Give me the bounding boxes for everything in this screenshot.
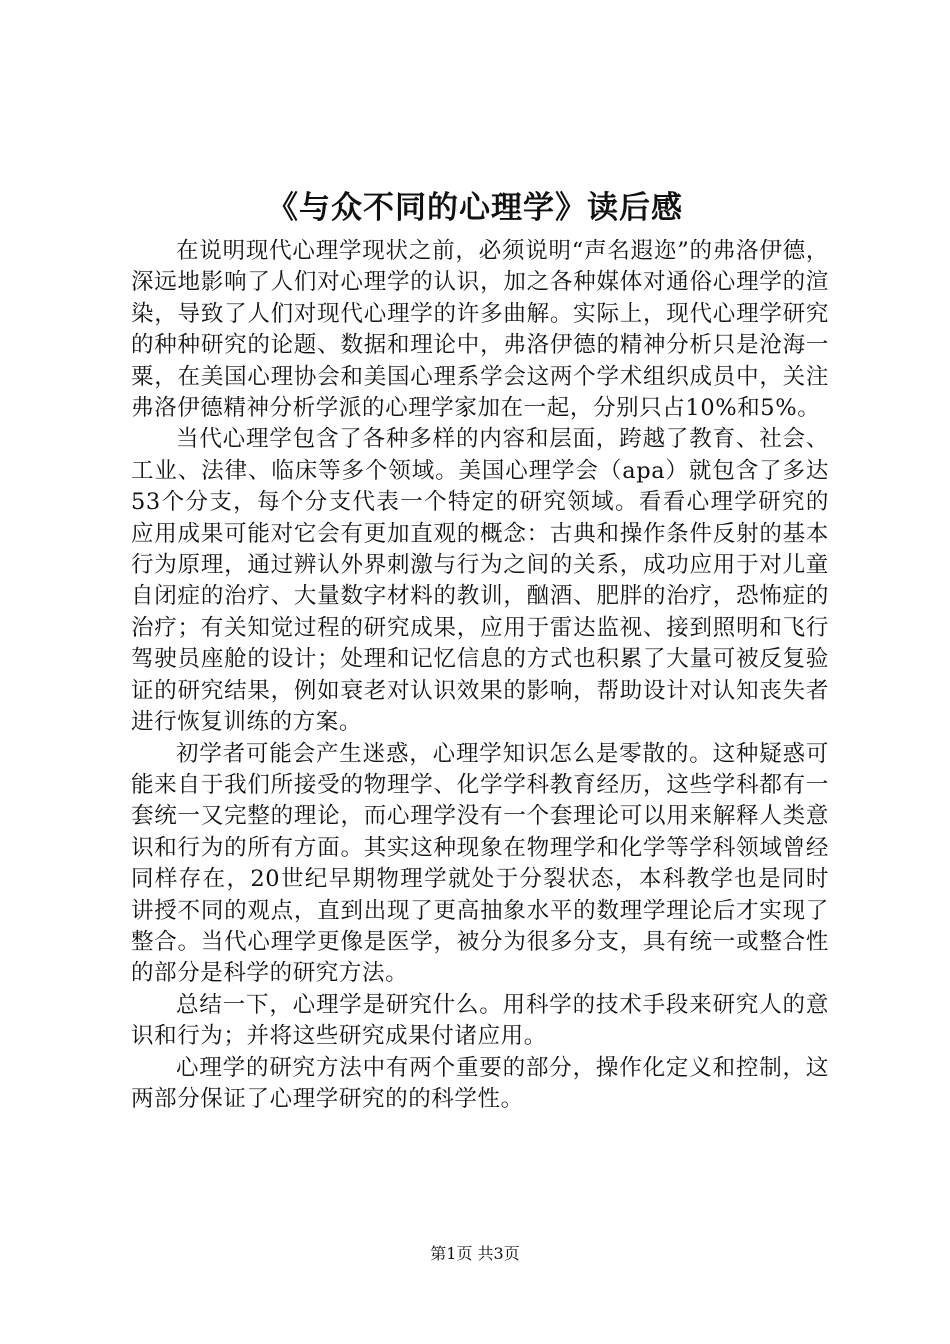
paragraph-3: 初学者可能会产生迷惑，心理学知识怎么是零散的。这种疑惑可能来自于我们所接受的物理学、化学学科教育经历，这些学科都有一套统一又完整的理论，而心理学没有一个套理论可以用来解释人类意识和行为的所有方面。其实这种现象在物理学和化学等学科领域曾经同样存在，20世纪早期物理学就处于分裂状态，本科教学也是同时讲授不同的观点，直到出现了更高抽象水平的数理学理论后才实现了整合。当代心理学更像是医学，被分为很多分支，具有统一或整合性的部分是科学的研究方法。 [131,740,829,987]
paragraph-1: 在说明现代心理学现状之前，必须说明“声名遐迩”的弗洛伊德，深远地影响了人们对心理学的认识，加之各种媒体对通俗心理学的渲染，导致了人们对现代心理学的许多曲解。实际上，现代心理学研究的种种研究的论题、数据和理论中，弗洛伊德的精神分析只是沧海一粟，在美国心理协会和美国心理系学会这两个学术组织成员中，关注弗洛伊德精神分析学派的心理学家加在一起，分别只占10%和5%。 [131,238,829,422]
paragraph-4: 总结一下，心理学是研究什么。用科学的技术手段来研究人的意识和行为；并将这些研究成果付诸应用。 [131,991,829,1050]
paragraph-5: 心理学的研究方法中有两个重要的部分，操作化定义和控制，这两部分保证了心理学研究的的科学性。 [131,1054,829,1112]
page-footer: 第1页 共3页 [430,1244,520,1263]
paragraph-2: 当代心理学包含了各种多样的内容和层面，跨越了教育、社会、工业、法律、临床等多个领域。美国心理学会（apa）就包含了多达53个分支，每个分支代表一个特定的研究领域。看看心理学研究的应用成果可能对它会有更加直观的概念：古典和操作条件反射的基本行为原理，通过辨认外界刺激与行为之间的关系，成功应用于对儿童自闭症的治疗、大量数字材料的教训，酗酒、肥胖的治疗，恐怖症的治疗；有关知觉过程的研究成果，应用于雷达监视、接到照明和飞行驾驶员座舱的设计；处理和记忆信息的方式也积累了大量可被反复验证的研究结果，例如衰老对认识效果的影响，帮助设计对认知丧失者进行恢复训练的方案。 [131,426,829,736]
document-body [131,236,829,1115]
document-title: 《与众不同的心理学》读后感 [267,190,683,226]
